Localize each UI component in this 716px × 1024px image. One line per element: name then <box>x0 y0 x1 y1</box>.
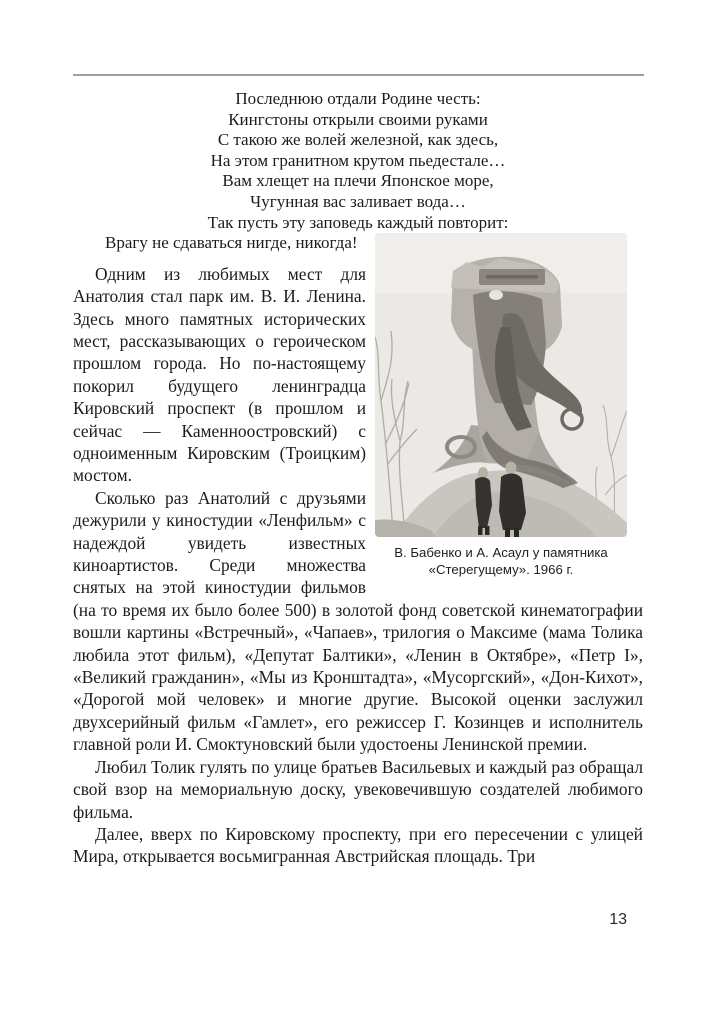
page-content <box>73 89 643 868</box>
monument-figure <box>375 233 627 578</box>
poem-last-line: Врагу не сдаваться нигде, никогда! <box>105 233 358 253</box>
poem-block <box>73 89 643 233</box>
body-paragraph-2: Сколько раз Анатолий с друзьями дежурили у киностудии «Ленфильм» с надеждой увидеть известных киноартистов. Среди множества снятых на этой киностудии фильмов (на то время их было более 500) в золотой фонд советской кинематографии вошли картины «Встречный», «Чапаев», трилогия о Максиме (мама Толика любила этот фильм), «Депутат Балтики», «Ленин в Октябре», «Петр I», «Великий гражданин», «Мы из Кронштадта», «Мусоргский», «Дон-Кихот», «Дорогой мой человек» и многие другие. Высокой оценки заслужил двухсерийный фильм «Гамлет», его режиссер Г. Козинцев и исполнитель главной роли И. Смоктуновский были удостоены Ленинской премии. <box>73 487 643 755</box>
body-paragraph-3: Любил Толик гулять по улице братьев Васильевых и каждый раз обращал свой взор на мемориальную доску, увековечившую создателей любимого фильма. <box>73 756 643 822</box>
poem-line: Последнюю отдали Родине честь: <box>235 89 481 108</box>
monument-photo-illustration <box>375 233 627 537</box>
body-paragraph-1: Одним из любимых мест для Анатолия стал парк им. В. И. Ленина. Здесь много памятных исторических мест, рассказывающих о героическом прошлом города. Но по-настоящему покорил будущего ленинградца Кировский проспект (в прошлом и сейчас — Каменноостровский) с одноименным Кировским (Троицким) мостом. <box>73 263 366 486</box>
poem-line: С такою же волей железной, как здесь, <box>217 130 499 150</box>
body-paragraph-4: Далее, вверх по Кировскому проспекту, при его пересечении с улицей Мира, открывается восьмигранная Австрийская площадь. Три <box>73 823 643 867</box>
monument-photo <box>375 233 627 537</box>
page-number: 13 <box>609 911 627 928</box>
poem-line: Так пусть эту заповедь каждый повторит: <box>207 212 509 232</box>
poem-line: Чугунная вас заливает вода… <box>250 191 466 211</box>
photo-caption-line2: «Стерегущему». 1966 г. <box>428 562 574 578</box>
poem-line: Кингстоны открыли своими руками <box>228 109 488 129</box>
photo-caption <box>375 544 627 578</box>
poem-line: Вам хлещет на плечи Японское море, <box>222 171 494 191</box>
photo-caption-line1: В. Бабенко и А. Асаул у памятника <box>394 545 608 561</box>
poem-line: На этом гранитном крутом пьедестале… <box>210 150 506 170</box>
header-rule <box>73 74 644 76</box>
